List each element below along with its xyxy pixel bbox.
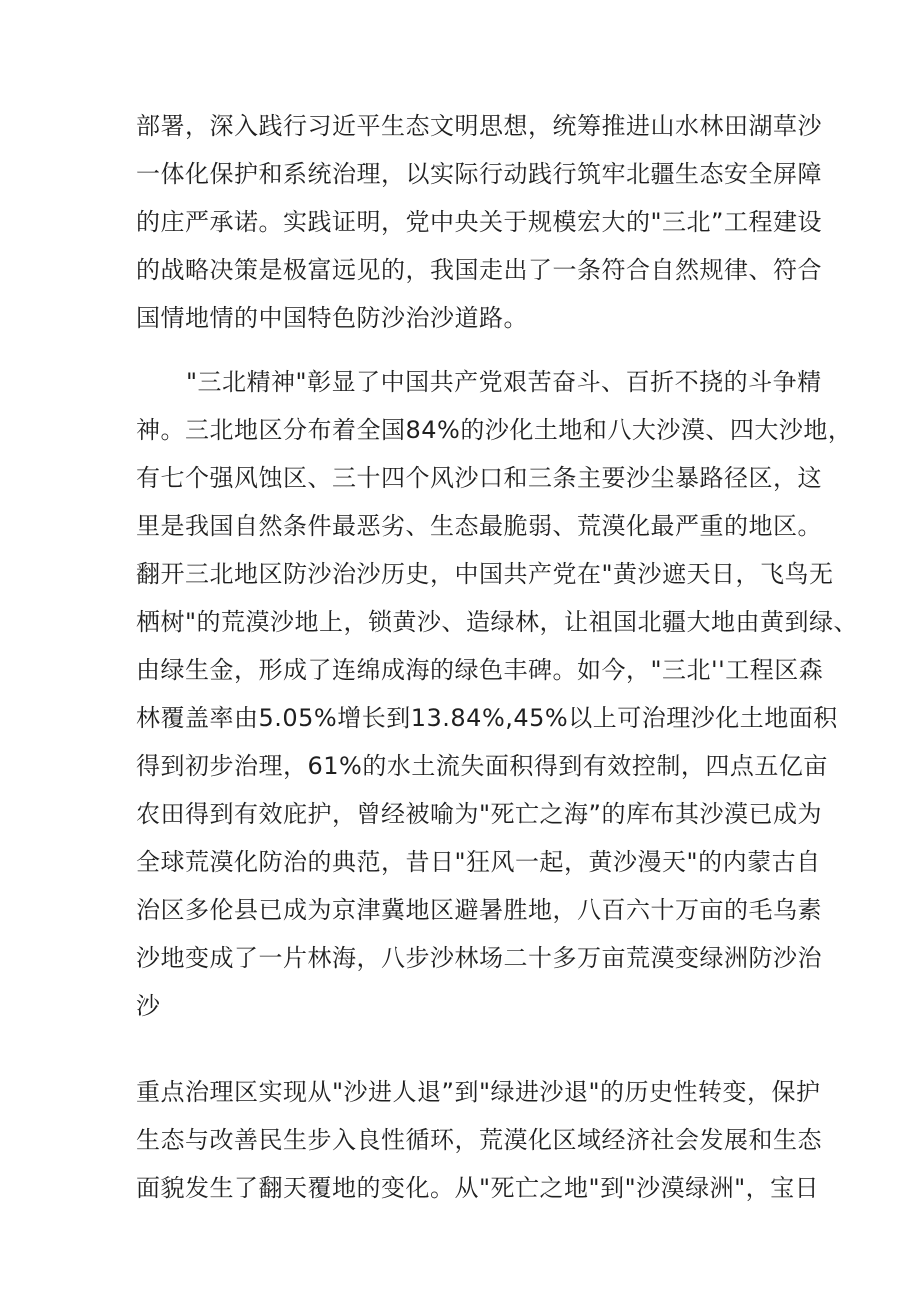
paragraph-line: 治区多伦县已成为京津冀地区避暑胜地，八百六十万亩的毛乌素 — [136, 896, 822, 924]
paragraph-line: "三北精神"彰显了中国共产党艰苦奋斗、百折不挠的斗争精 — [186, 368, 822, 396]
paragraph-line: 沙 — [136, 992, 161, 1020]
paragraph-line: 全球荒漠化防治的典范，昔日"狂风一起，黄沙漫天"的内蒙古自 — [136, 848, 821, 876]
paragraph-line: 里是我国自然条件最恶劣、生态最脆弱、荒漠化最严重的地区。 — [136, 512, 822, 540]
paragraph-line: 生态与改善民生步入良性循环，荒漠化区域经济社会发展和生态 — [136, 1126, 822, 1154]
paragraph-line: 翻开三北地区防沙治沙历史，中国共产党在"黄沙遮天日，飞鸟无 — [136, 560, 834, 588]
paragraph-line: 的庄严承诺。实践证明，党中央关于规模宏大的"三北”工程建设 — [136, 208, 822, 236]
paragraph-line: 一体化保护和系统治理，以实际行动践行筑牢北疆生态安全屏障 — [136, 160, 822, 188]
paragraph-line: 的战略决策是极富远见的，我国走出了一条符合自然规律、符合 — [136, 256, 822, 284]
paragraph-line: 国情地情的中国特色防沙治沙道路。 — [136, 304, 528, 332]
paragraph-line: 神。三北地区分布着全国84%的沙化土地和八大沙漠、四大沙地， — [136, 416, 853, 444]
paragraph-line: 林覆盖率由5.05%增长到13.84%,45%以上可治理沙化土地面积 — [136, 704, 838, 732]
paragraph-1 — [136, 102, 822, 342]
paragraph-line: 栖树"的荒漠沙地上，锁黄沙、造绿林，让祖国北疆大地由黄到绿、 — [136, 608, 859, 636]
paragraph-line: 得到初步治理，61%的水土流失面积得到有效控制，四点五亿亩 — [136, 752, 828, 780]
paragraph-2 — [136, 358, 859, 1030]
paragraph-line: 部署，深入践行习近平生态文明思想，统筹推进山水林田湖草沙 — [136, 112, 822, 140]
paragraph-line: 重点治理区实现从"沙进人退”到"绿进沙退"的历史性转变，保护 — [136, 1078, 821, 1106]
paragraph-line: 农田得到有效庇护，曾经被喻为"死亡之海”的库布其沙漠已成为 — [136, 800, 822, 828]
paragraph-line: 面貌发生了翻天覆地的变化。从"死亡之地"到"沙漠绿洲"，宝日 — [136, 1174, 820, 1202]
paragraph-line: 有七个强风蚀区、三十四个风沙口和三条主要沙尘暴路径区，这 — [136, 464, 822, 492]
paragraph-3 — [136, 1068, 822, 1212]
paragraph-line: 沙地变成了一片林海，八步沙林场二十多万亩荒漠变绿洲防沙治 — [136, 944, 822, 972]
paragraph-line: 由绿生金，形成了连绵成海的绿色丰碑。如今，"三北''工程区森 — [136, 656, 824, 684]
